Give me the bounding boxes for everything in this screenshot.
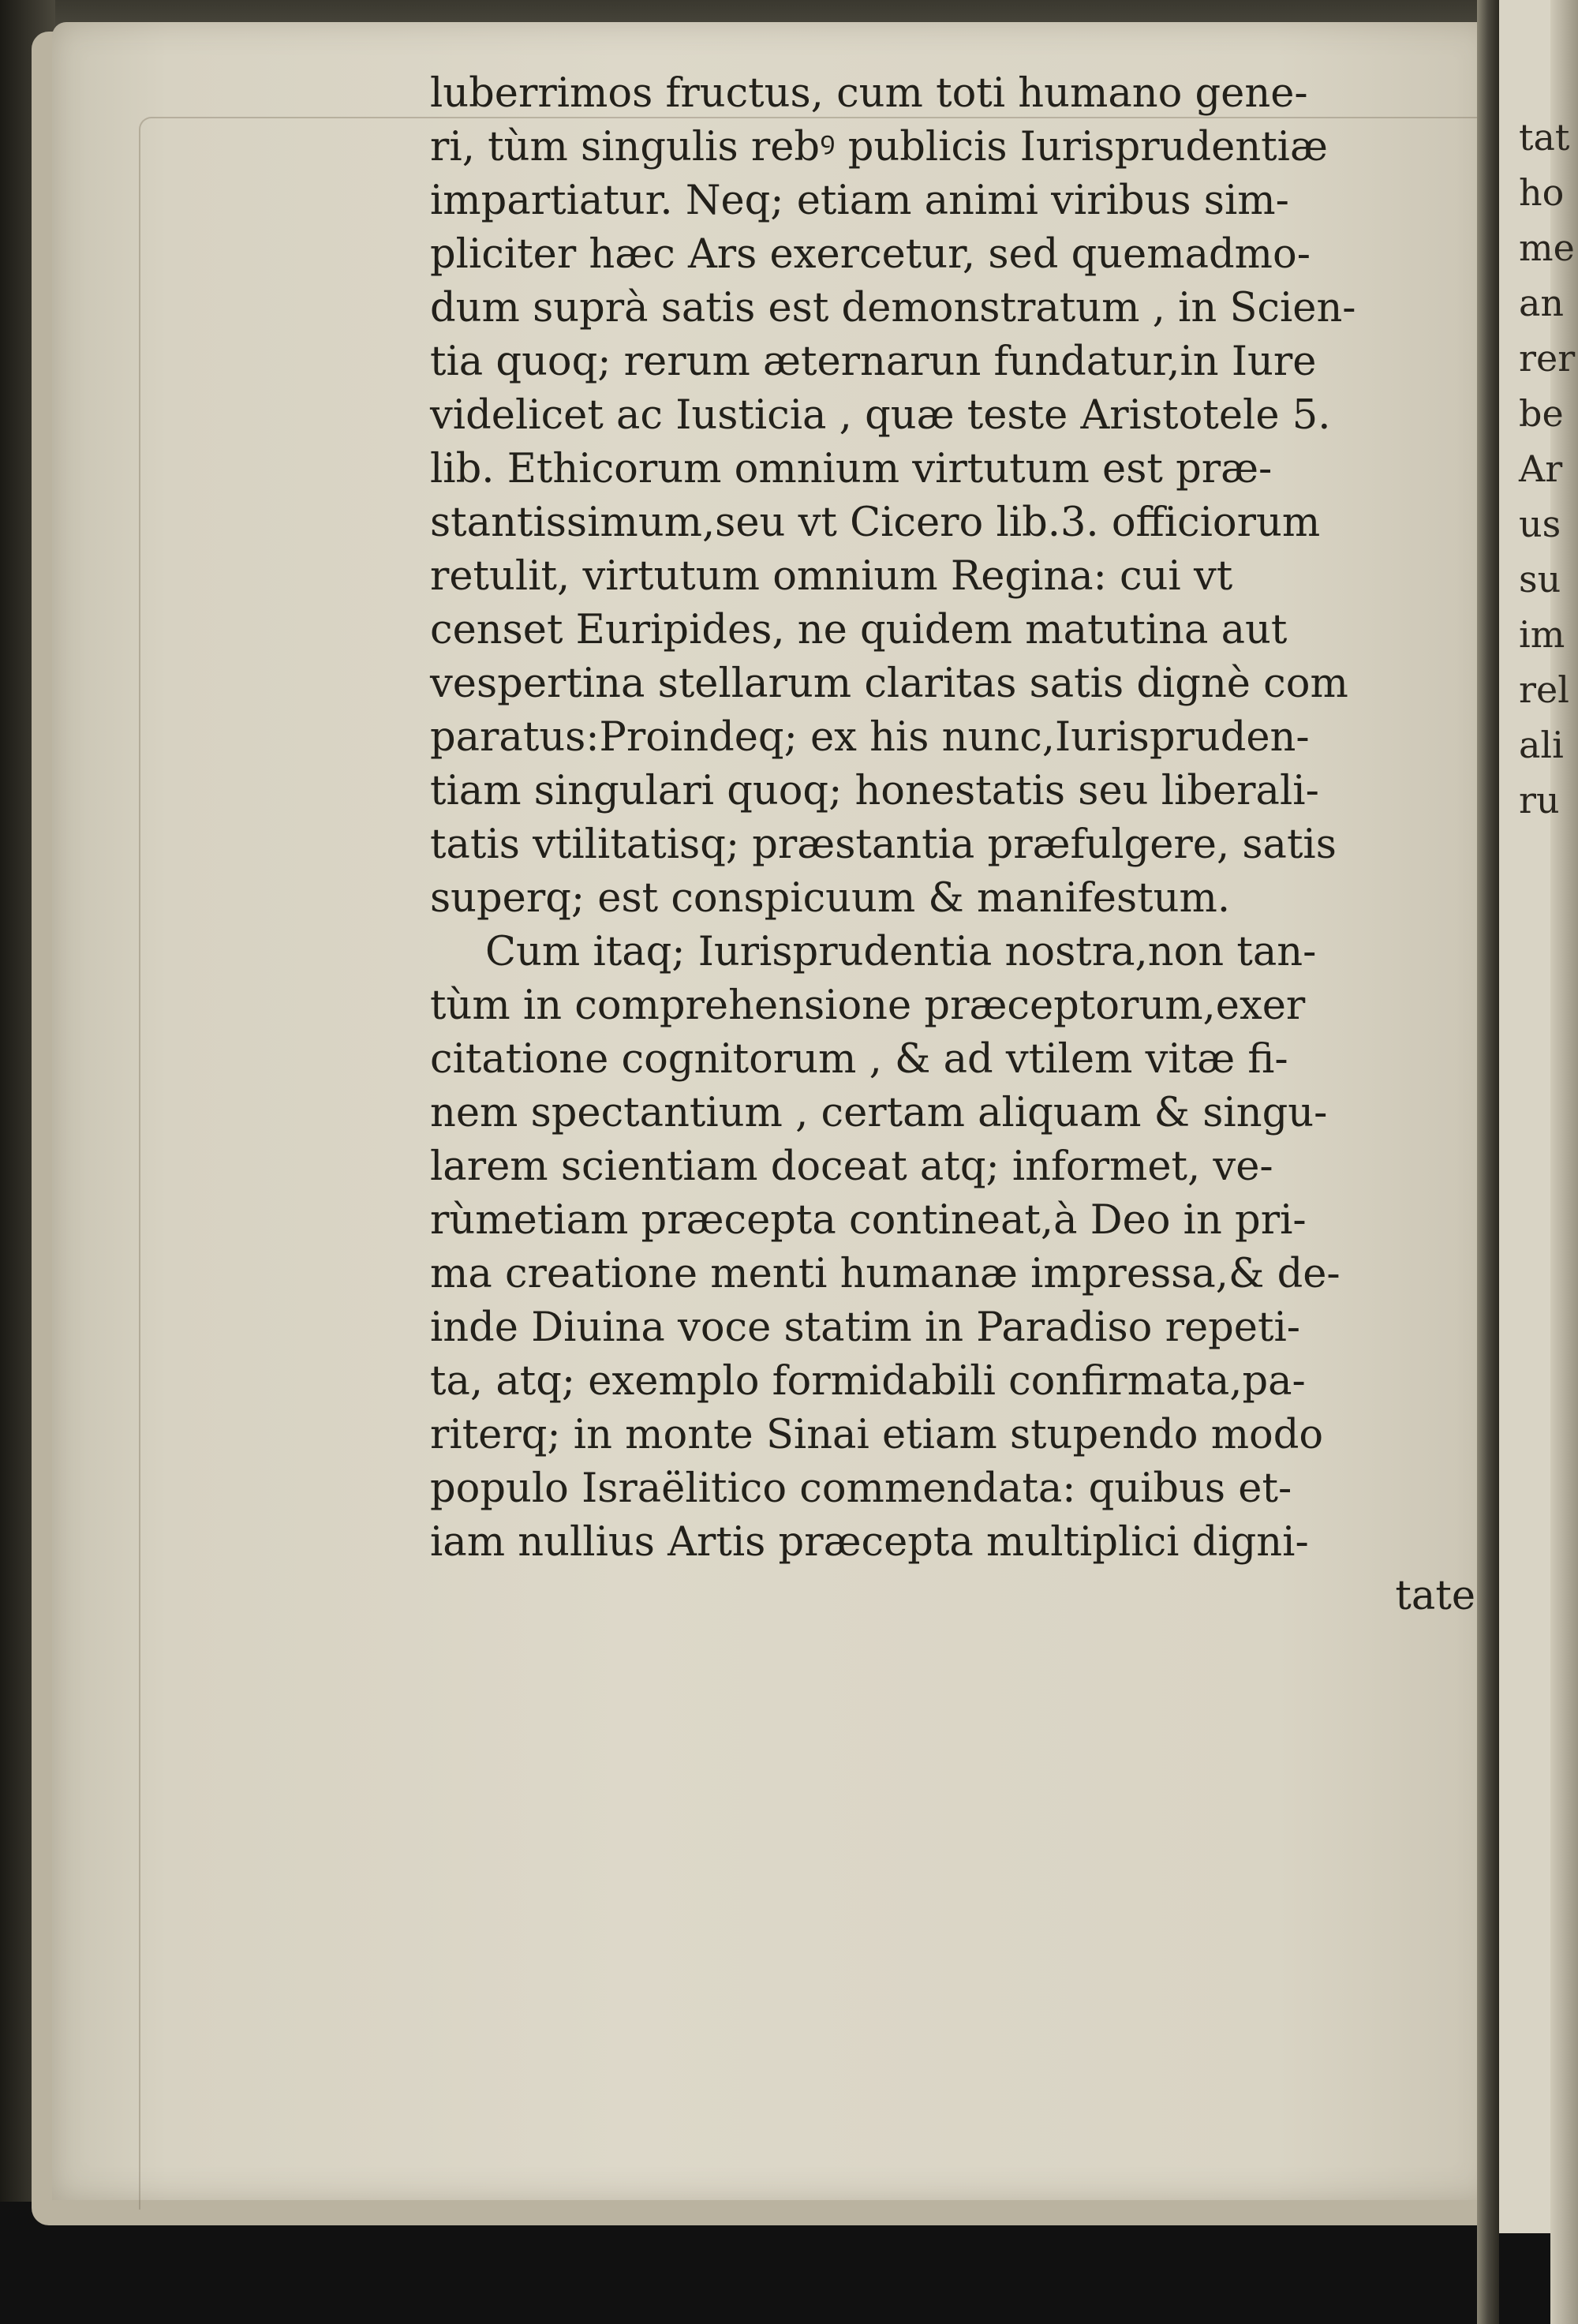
catchword: tate [1395,1573,1475,1619]
text-line: rùmetiam præcepta contineat,à Deo in pri- [430,1197,1307,1244]
text-line: videlicet ac Iusticia , quæ teste Aristotele 5. [430,392,1331,439]
text-line: stantissimum,seu vt Cicero lib.3. officiorum [430,500,1321,546]
text-line: vespertina stellarum claritas satis dignè com [430,661,1348,707]
text-line: citatione cognitorum , & ad vtilem vitæ fi- [430,1036,1288,1083]
facing-fragment: be [1519,392,1564,435]
text-line: pliciter hæc Ars exercetur, sed quemadmo- [430,231,1311,278]
facing-fragment: su [1519,558,1561,601]
text-line: ri, tùm singulis rebꝰ publicis Iurisprudentiæ [430,124,1328,170]
facing-fragment: ru [1519,779,1560,821]
text-line: ta, atq; exemplo formidabili confirmata,pa- [430,1358,1306,1405]
text-line: tùm in comprehensione præceptorum,exer [430,982,1306,1029]
text-line: lib. Ethicorum omnium virtutum est præ- [430,446,1273,492]
text-line: inde Diuina voce statim in Paradiso repeti- [430,1304,1300,1351]
facing-fragment: me [1519,226,1575,269]
book-gutter [1477,0,1499,2324]
facing-fragment: ali [1519,724,1564,766]
facing-fragment: ho [1519,171,1565,214]
facing-fragment: rel [1519,668,1569,711]
facing-fragment: tat [1519,116,1570,159]
text-line: retulit, virtutum omnium Regina: cui vt [430,553,1233,600]
text-line: censet Euripides, ne quidem matutina aut [430,607,1288,653]
facing-fragment: us [1519,503,1561,545]
text-line: nem spectantium , certam aliquam & singu- [430,1090,1328,1136]
text-line: populo Israëlitico commendata: quibus et- [430,1465,1292,1512]
facing-fragment: im [1519,613,1565,656]
text-line: ma creatione menti humanæ impressa,& de- [430,1251,1341,1297]
text-line: superq; est conspicuum & manifestum. [430,875,1231,922]
facing-fragment: Ar [1519,447,1563,490]
text-line: dum suprà satis est demonstratum , in Scien- [430,285,1356,331]
text-line: iam nullius Artis præcepta multiplici digni- [430,1519,1309,1566]
text-line: luberrimos fructus, cum toti humano gene- [430,70,1308,117]
text-line: tia quoq; rerum æternarun fundatur,in Iure [430,339,1317,385]
text-line: tiam singulari quoq; honestatis seu liberali- [430,768,1319,814]
text-line: paratus:Proindeq; ex his nunc,Iurispruden- [430,714,1310,761]
paragraph-first-line: Cum itaq; Iurisprudentia nostra,non tan- [485,929,1317,975]
text-line: riterq; in monte Sinai etiam stupendo modo [430,1412,1324,1458]
text-line: tatis vtilitatisq; præstantia præfulgere, satis [430,821,1337,868]
text-line: larem scientiam doceat atq; informet, ve- [430,1143,1273,1190]
facing-fragment: rer [1519,337,1576,380]
text-line: impartiatur. Neq; etiam animi viribus sim- [430,178,1289,224]
facing-fragment: an [1519,282,1565,324]
